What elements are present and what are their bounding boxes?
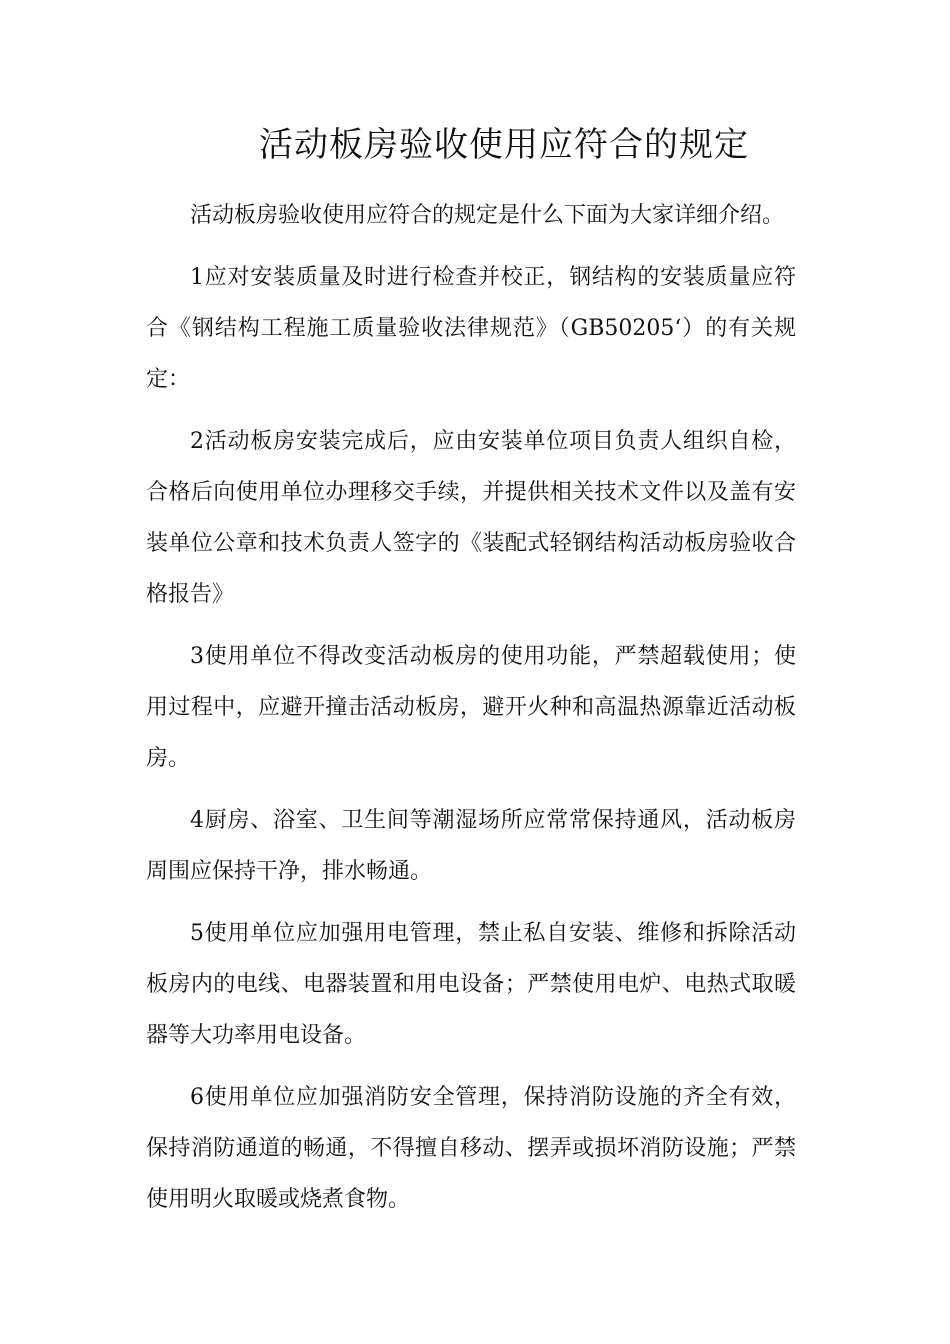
paragraph-item-3: 3使用单位不得改变活动板房的使用功能，严禁超载使用；使用过程中，应避开撞击活动板房，避开火种和高温热源靠近活动板房。 [146,644,796,771]
paragraph-intro: 活动板房验收使用应符合的规定是什么下面为大家详细介绍。 [190,203,785,228]
paragraph-item-1: 1应对安装质量及时进行检查并校正，钢结构的安装质量应符合《钢结构工程施工质量验收法律规范》（GB50205‘）的有关规定： [146,265,796,392]
paragraph-item-5: 5使用单位应加强用电管理，禁止私自安装、维修和拆除活动板房内的电线、电器装置和用电设备；严禁使用电炉、电热式取暖器等大功率用电设备。 [146,921,796,1048]
document-title: 活动板房验收使用应符合的规定 [259,125,749,165]
document-body [146,190,796,1236]
paragraph-item-2: 2活动板房安装完成后，应由安装单位项目负责人组织自检，合格后向使用单位办理移交手续，并提供相关技术文件以及盖有安装单位公章和技术负责人签字的《装配式轻钢结构活动板房验收合格报告》 [146,429,796,607]
paragraph-item-4: 4厨房、浴室、卫生间等潮湿场所应常常保持通风，活动板房周围应保持干净，排水畅通。 [146,808,796,884]
paragraph-item-6: 6使用单位应加强消防安全管理，保持消防设施的齐全有效，保持消防通道的畅通，不得擅自移动、摆弄或损坏消防设施；严禁使用明火取暖或烧煮食物。 [146,1085,796,1212]
